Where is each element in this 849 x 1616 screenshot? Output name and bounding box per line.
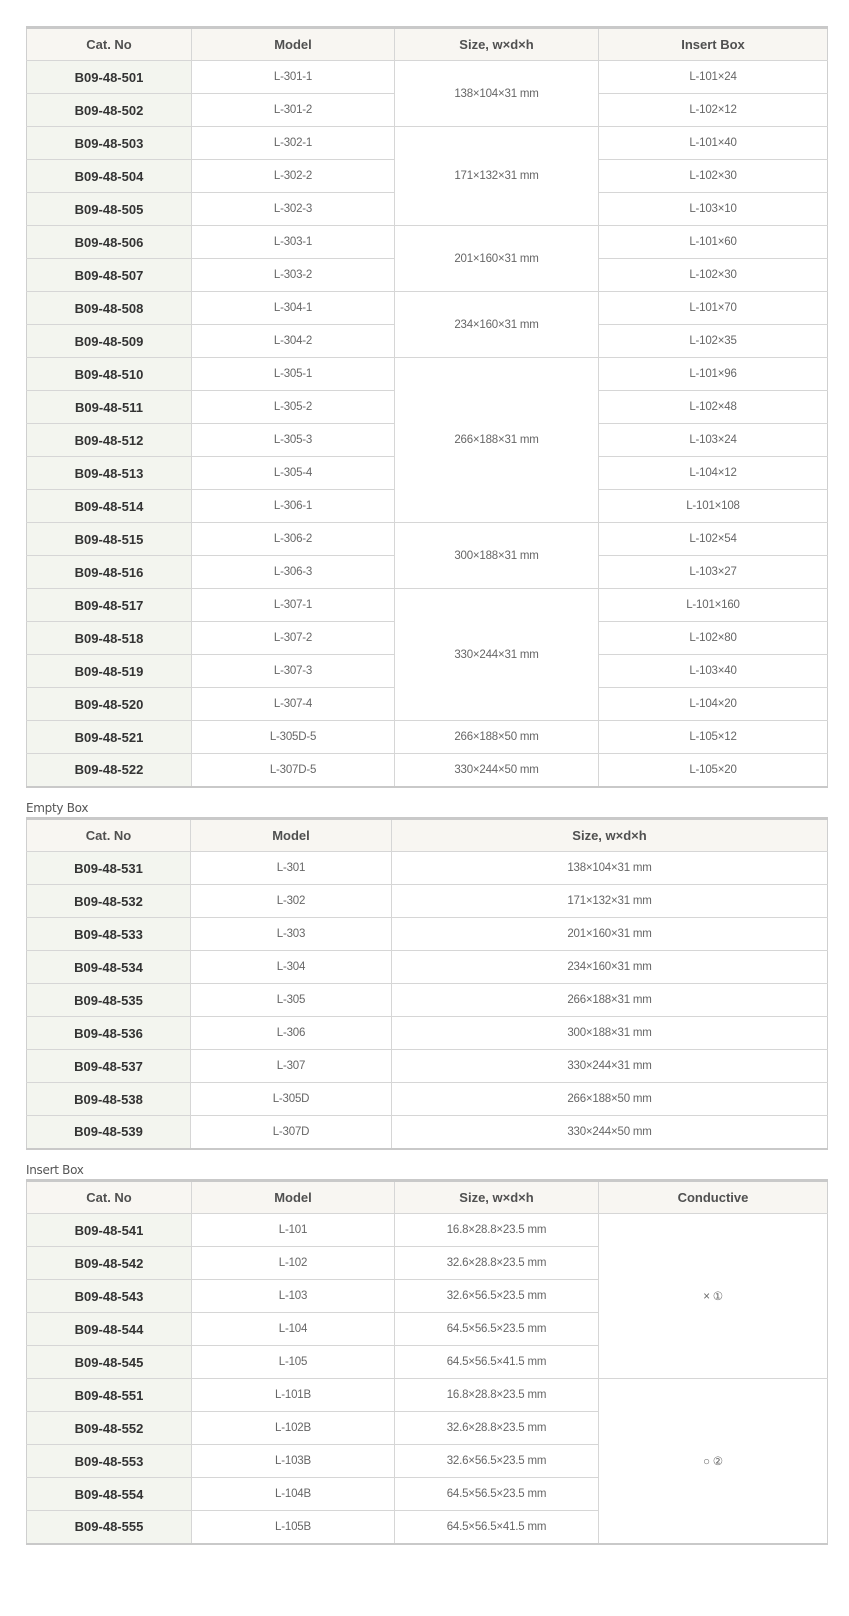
model-cell: L-307-2 <box>192 622 395 655</box>
size-cell: 32.6×56.5×23.5 mm <box>395 1445 599 1478</box>
size-cell: 234×160×31 mm <box>395 292 599 358</box>
insert-box-cell: L-104×12 <box>599 457 828 490</box>
table-row <box>27 1017 828 1050</box>
model-cell: L-305-1 <box>192 358 395 391</box>
cat-no-cell: B09-48-502 <box>27 94 192 127</box>
size-cell: 201×160×31 mm <box>392 918 828 951</box>
insert-box-cell: L-105×20 <box>599 754 828 787</box>
header-size: Size, w×d×h <box>392 819 828 852</box>
model-cell: L-305D-5 <box>192 721 395 754</box>
table-row <box>27 721 828 754</box>
model-cell: L-104 <box>192 1313 395 1346</box>
cat-no-cell: B09-48-519 <box>27 655 192 688</box>
insert-box-cell: L-101×60 <box>599 226 828 259</box>
model-cell: L-102B <box>192 1412 395 1445</box>
cat-no-cell: B09-48-536 <box>27 1017 191 1050</box>
header-model: Model <box>192 1181 395 1214</box>
header-cat-no: Cat. No <box>27 1181 192 1214</box>
model-cell: L-301-1 <box>192 61 395 94</box>
cat-no-cell: B09-48-518 <box>27 622 192 655</box>
model-cell: L-306 <box>191 1017 392 1050</box>
size-cell: 138×104×31 mm <box>395 61 599 127</box>
insert-box-cell: L-105×12 <box>599 721 828 754</box>
model-cell: L-105B <box>192 1511 395 1544</box>
model-cell: L-305-3 <box>192 424 395 457</box>
header-model: Model <box>191 819 392 852</box>
cat-no-cell: B09-48-511 <box>27 391 192 424</box>
table-row <box>27 589 828 622</box>
model-cell: L-307D-5 <box>192 754 395 787</box>
cat-no-cell: B09-48-507 <box>27 259 192 292</box>
header-conductive: Conductive <box>599 1181 828 1214</box>
cat-no-cell: B09-48-551 <box>27 1379 192 1412</box>
cat-no-cell: B09-48-542 <box>27 1247 192 1280</box>
table-header-row <box>27 819 828 852</box>
model-cell: L-103B <box>192 1445 395 1478</box>
section-title-insert-box: Insert Box <box>26 1163 84 1177</box>
model-cell: L-101 <box>192 1214 395 1247</box>
header-cat-no: Cat. No <box>27 819 191 852</box>
model-cell: L-303-2 <box>192 259 395 292</box>
size-cell: 330×244×31 mm <box>395 589 599 721</box>
model-cell: L-303 <box>191 918 392 951</box>
table-row <box>27 984 828 1017</box>
model-cell: L-101B <box>192 1379 395 1412</box>
model-cell: L-302-1 <box>192 127 395 160</box>
table-row <box>27 885 828 918</box>
model-cell: L-306-2 <box>192 523 395 556</box>
table-row <box>27 951 828 984</box>
cat-no-cell: B09-48-554 <box>27 1478 192 1511</box>
empty-box-table <box>26 817 828 1150</box>
insert-box-cell: L-101×108 <box>599 490 828 523</box>
model-cell: L-304 <box>191 951 392 984</box>
model-cell: L-305 <box>191 984 392 1017</box>
header-cat-no: Cat. No <box>27 28 192 61</box>
model-cell: L-307-1 <box>192 589 395 622</box>
table-row <box>27 1116 828 1149</box>
cat-no-cell: B09-48-512 <box>27 424 192 457</box>
header-insert-box: Insert Box <box>599 28 828 61</box>
insert-box-cell: L-101×96 <box>599 358 828 391</box>
table-row <box>27 852 828 885</box>
size-cell: 32.6×28.8×23.5 mm <box>395 1412 599 1445</box>
cat-no-cell: B09-48-520 <box>27 688 192 721</box>
header-size: Size, w×d×h <box>395 28 599 61</box>
model-cell: L-304-2 <box>192 325 395 358</box>
cat-no-cell: B09-48-531 <box>27 852 191 885</box>
insert-box-cell: L-101×40 <box>599 127 828 160</box>
insert-box-cell: L-103×24 <box>599 424 828 457</box>
cat-no-cell: B09-48-516 <box>27 556 192 589</box>
insert-box-table <box>26 1179 828 1545</box>
size-cell: 266×188×50 mm <box>392 1083 828 1116</box>
model-cell: L-104B <box>192 1478 395 1511</box>
insert-box-table-wrapper <box>26 1179 827 1545</box>
model-cell: L-305-2 <box>192 391 395 424</box>
size-cell: 32.6×56.5×23.5 mm <box>395 1280 599 1313</box>
model-cell: L-103 <box>192 1280 395 1313</box>
cat-no-cell: B09-48-537 <box>27 1050 191 1083</box>
insert-box-cell: L-101×24 <box>599 61 828 94</box>
model-cell: L-307D <box>191 1116 392 1149</box>
conductive-cell: ○ ② <box>599 1379 828 1544</box>
table-row <box>27 61 828 94</box>
size-cell: 266×188×50 mm <box>395 721 599 754</box>
main-table-wrapper <box>26 26 827 788</box>
size-cell: 138×104×31 mm <box>392 852 828 885</box>
empty-box-table-wrapper <box>26 817 827 1150</box>
table-row <box>27 226 828 259</box>
model-cell: L-307-4 <box>192 688 395 721</box>
empty-box-table-body <box>27 852 828 1149</box>
model-cell: L-306-1 <box>192 490 395 523</box>
cat-no-cell: B09-48-555 <box>27 1511 192 1544</box>
size-cell: 201×160×31 mm <box>395 226 599 292</box>
table-row <box>27 292 828 325</box>
model-cell: L-301 <box>191 852 392 885</box>
cat-no-cell: B09-48-504 <box>27 160 192 193</box>
cat-no-cell: B09-48-517 <box>27 589 192 622</box>
size-cell: 171×132×31 mm <box>395 127 599 226</box>
insert-box-cell: L-102×12 <box>599 94 828 127</box>
cat-no-cell: B09-48-510 <box>27 358 192 391</box>
cat-no-cell: B09-48-532 <box>27 885 191 918</box>
cat-no-cell: B09-48-513 <box>27 457 192 490</box>
cat-no-cell: B09-48-509 <box>27 325 192 358</box>
box-set-table <box>26 26 828 788</box>
cat-no-cell: B09-48-553 <box>27 1445 192 1478</box>
cat-no-cell: B09-48-545 <box>27 1346 192 1379</box>
size-cell: 64.5×56.5×41.5 mm <box>395 1346 599 1379</box>
size-cell: 300×188×31 mm <box>395 523 599 589</box>
size-cell: 64.5×56.5×23.5 mm <box>395 1313 599 1346</box>
size-cell: 300×188×31 mm <box>392 1017 828 1050</box>
size-cell: 171×132×31 mm <box>392 885 828 918</box>
cat-no-cell: B09-48-521 <box>27 721 192 754</box>
size-cell: 16.8×28.8×23.5 mm <box>395 1214 599 1247</box>
model-cell: L-307 <box>191 1050 392 1083</box>
cat-no-cell: B09-48-535 <box>27 984 191 1017</box>
insert-box-cell: L-104×20 <box>599 688 828 721</box>
insert-box-cell: L-103×10 <box>599 193 828 226</box>
insert-box-cell: L-101×160 <box>599 589 828 622</box>
insert-box-cell: L-102×30 <box>599 259 828 292</box>
cat-no-cell: B09-48-503 <box>27 127 192 160</box>
cat-no-cell: B09-48-544 <box>27 1313 192 1346</box>
model-cell: L-301-2 <box>192 94 395 127</box>
model-cell: L-302-2 <box>192 160 395 193</box>
cat-no-cell: B09-48-538 <box>27 1083 191 1116</box>
size-cell: 330×244×31 mm <box>392 1050 828 1083</box>
header-size: Size, w×d×h <box>395 1181 599 1214</box>
cat-no-cell: B09-48-506 <box>27 226 192 259</box>
table-header-row <box>27 28 828 61</box>
table-row <box>27 127 828 160</box>
cat-no-cell: B09-48-515 <box>27 523 192 556</box>
insert-box-cell: L-102×30 <box>599 160 828 193</box>
model-cell: L-105 <box>192 1346 395 1379</box>
size-cell: 330×244×50 mm <box>395 754 599 787</box>
table-row <box>27 918 828 951</box>
model-cell: L-304-1 <box>192 292 395 325</box>
box-set-table-body <box>27 61 828 787</box>
size-cell: 16.8×28.8×23.5 mm <box>395 1379 599 1412</box>
insert-box-table-body <box>27 1214 828 1544</box>
size-cell: 266×188×31 mm <box>392 984 828 1017</box>
table-row <box>27 523 828 556</box>
header-model: Model <box>192 28 395 61</box>
size-cell: 234×160×31 mm <box>392 951 828 984</box>
table-row <box>27 1083 828 1116</box>
table-row <box>27 1379 828 1412</box>
insert-box-cell: L-102×80 <box>599 622 828 655</box>
size-cell: 32.6×28.8×23.5 mm <box>395 1247 599 1280</box>
table-row <box>27 1050 828 1083</box>
cat-no-cell: B09-48-505 <box>27 193 192 226</box>
cat-no-cell: B09-48-514 <box>27 490 192 523</box>
cat-no-cell: B09-48-522 <box>27 754 192 787</box>
model-cell: L-305-4 <box>192 457 395 490</box>
table-row <box>27 754 828 787</box>
table-row <box>27 1214 828 1247</box>
size-cell: 330×244×50 mm <box>392 1116 828 1149</box>
cat-no-cell: B09-48-501 <box>27 61 192 94</box>
model-cell: L-303-1 <box>192 226 395 259</box>
size-cell: 64.5×56.5×23.5 mm <box>395 1478 599 1511</box>
size-cell: 266×188×31 mm <box>395 358 599 523</box>
model-cell: L-302-3 <box>192 193 395 226</box>
model-cell: L-102 <box>192 1247 395 1280</box>
model-cell: L-307-3 <box>192 655 395 688</box>
cat-no-cell: B09-48-541 <box>27 1214 192 1247</box>
cat-no-cell: B09-48-539 <box>27 1116 191 1149</box>
size-cell: 64.5×56.5×41.5 mm <box>395 1511 599 1544</box>
cat-no-cell: B09-48-543 <box>27 1280 192 1313</box>
table-row <box>27 358 828 391</box>
cat-no-cell: B09-48-552 <box>27 1412 192 1445</box>
cat-no-cell: B09-48-533 <box>27 918 191 951</box>
insert-box-cell: L-102×48 <box>599 391 828 424</box>
model-cell: L-306-3 <box>192 556 395 589</box>
insert-box-cell: L-101×70 <box>599 292 828 325</box>
cat-no-cell: B09-48-508 <box>27 292 192 325</box>
insert-box-cell: L-103×27 <box>599 556 828 589</box>
table-header-row <box>27 1181 828 1214</box>
insert-box-cell: L-102×35 <box>599 325 828 358</box>
insert-box-cell: L-102×54 <box>599 523 828 556</box>
conductive-cell: × ① <box>599 1214 828 1379</box>
insert-box-cell: L-103×40 <box>599 655 828 688</box>
cat-no-cell: B09-48-534 <box>27 951 191 984</box>
section-title-empty-box: Empty Box <box>26 801 89 815</box>
model-cell: L-305D <box>191 1083 392 1116</box>
model-cell: L-302 <box>191 885 392 918</box>
